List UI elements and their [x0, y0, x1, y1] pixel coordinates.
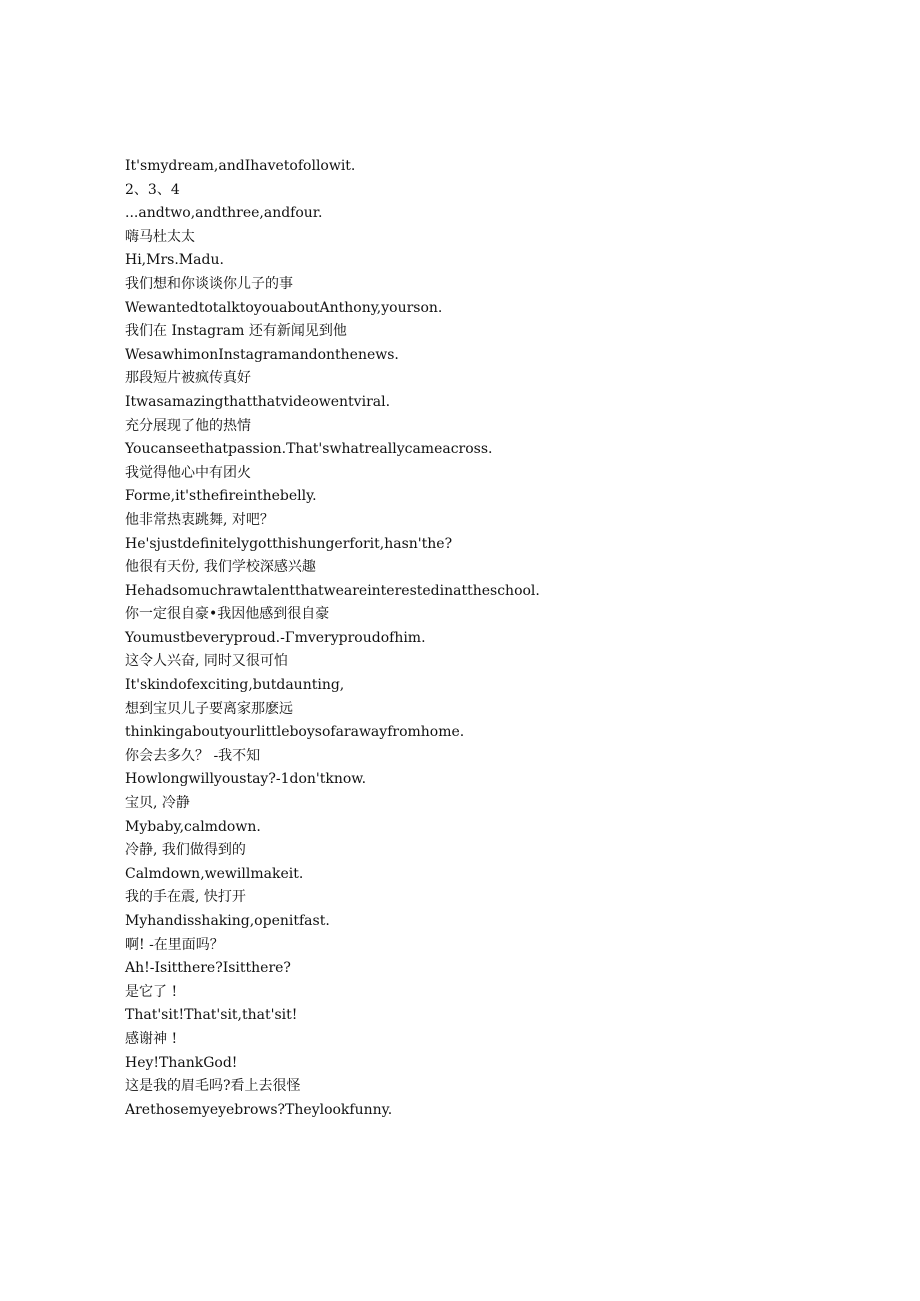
text-line: ...andtwo,andthree,andfour.	[125, 205, 323, 222]
text-line: 我们在 Instagram 还有新闻见到他	[125, 323, 347, 340]
text-line: 啊! -在里面吗？	[125, 936, 224, 953]
text-line: WewantedtotalktoyouaboutAnthony,yourson.	[125, 299, 443, 316]
text-line: Calmdown,wewillmakeit.	[125, 865, 304, 882]
text-line: 嗨马杜太太	[125, 228, 195, 245]
text-line: It'skindofexciting,butdaunting,	[125, 677, 345, 694]
text-line: 你一定很自豪•我因他感到很自豪	[125, 606, 330, 623]
text-line: 那段短片被疯传真好	[125, 370, 251, 387]
text-line: 2、3、4	[125, 181, 180, 198]
text-line: 我们想和你谈谈你儿子的事	[125, 275, 293, 292]
text-line: 冷静, 我们做得到的	[125, 842, 246, 859]
text-line: 他很有天份, 我们学校深感兴趣	[125, 559, 316, 576]
text-line: 感谢神 !	[125, 1030, 178, 1047]
text-line: 是它了 !	[125, 983, 178, 1000]
subtitle-text-block	[125, 155, 865, 1122]
text-line: Howlongwillyoustay?-1don'tknow.	[125, 771, 367, 788]
text-line: It'smydream,andIhavetofollowit.	[125, 158, 356, 174]
text-line: Arethosemyeyebrows?Theylookfunny.	[125, 1101, 393, 1118]
text-line: 我觉得他心中有团火	[125, 464, 251, 481]
text-line: WesawhimonInstagramandonthenews.	[125, 346, 399, 363]
text-line: Itwasamazingthatthatvideowentviral.	[125, 393, 391, 410]
text-line: Ah!-Isitthere?Isitthere?	[125, 960, 291, 977]
text-line: 想到宝贝儿子要离家那麽远	[125, 700, 293, 717]
text-line: Hehadsomuchrawtalentthatweareinterestedinattheschool.	[125, 582, 540, 599]
text-line: That'sit!That'sit,that'sit!	[125, 1007, 298, 1024]
text-line: Myhandisshaking,openitfast.	[125, 913, 330, 929]
text-line: Youmustbeveryproud.-Γmveryproudofhim.	[125, 629, 426, 646]
text-line: 充分展现了他的热情	[125, 417, 251, 434]
text-line: 我的手在震, 快打开	[125, 889, 246, 906]
text-line: 这令人兴奋, 同时又很可怕	[125, 653, 288, 670]
text-line: thinkingaboutyourlittleboysofarawayfromhome.	[125, 724, 465, 741]
text-line: Youcanseethatpassion.That'swhatreallycameacross.	[125, 441, 493, 458]
text-line: Hey!ThankGod!	[125, 1054, 238, 1071]
text-line: 这是我的眉毛吗?看上去很怪	[125, 1078, 301, 1095]
text-line: 宝贝, 冷静	[125, 795, 190, 812]
text-line: Forme,it'sthefireinthebelly.	[125, 488, 317, 505]
text-line: 他非常热衷跳舞, 对吧？	[125, 511, 274, 528]
text-line: 你会去多久？ -我不知	[125, 747, 261, 764]
text-line: Mybaby,calmdown.	[125, 818, 261, 835]
text-line: He'sjustdefinitelygotthishungerforit,hasn'the?	[125, 535, 453, 552]
text-line: Hi,Mrs.Madu.	[125, 252, 224, 269]
